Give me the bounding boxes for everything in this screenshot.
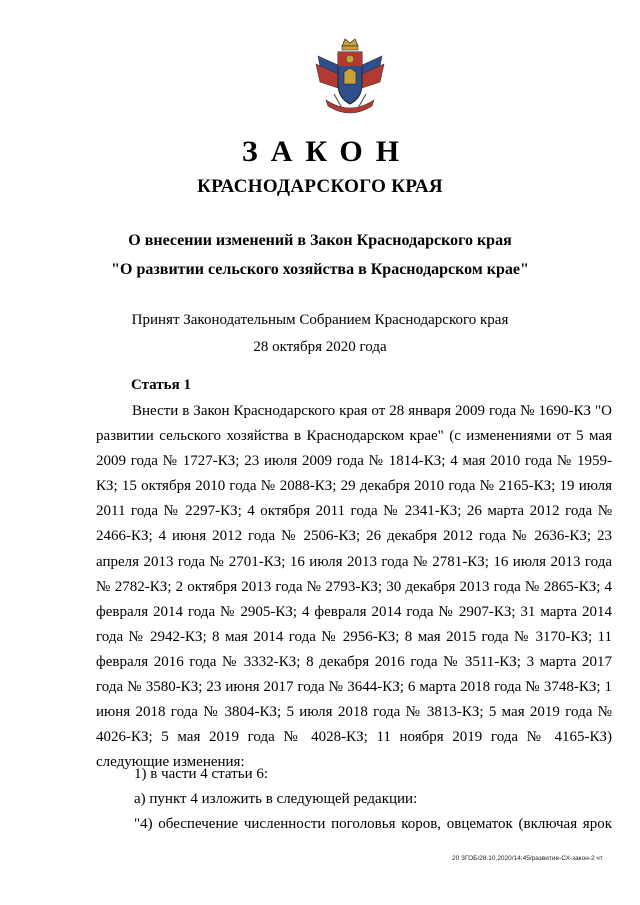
adoption-date: 28 октября 2020 года [253, 339, 387, 355]
region-title: КРАСНОДАРСКОГО КРАЯ [197, 176, 443, 197]
law-subject-line-2: "О развитии сельского хозяйства в Краснодарском крае" [111, 261, 529, 278]
law-subject-line-1: О внесении изменений в Закон Краснодарского края [128, 232, 512, 249]
coat-of-arms-emblem [312, 36, 388, 118]
list-item: а) пункт 4 изложить в следующей редакции: [134, 791, 418, 807]
article-heading: Статья 1 [131, 377, 191, 393]
list-item: "4) обеспечение численности поголовья коров, овцематок (включая ярок [134, 816, 612, 832]
article-paragraph-text: Внести в Закон Краснодарского края от 28 января 2009 года № 1690-КЗ "О развитии сельского хозяйства в Краснодарском крае" (с изменениями от 5 мая 2009 года № 1727-КЗ; 23 июля 2009 года № 1814-КЗ; 4 мая 2010 года № 1959-КЗ; 15 октября 2010 года № 2088-КЗ; 29 декабря 2010 года № 2165-КЗ; 19 июля 2011 года № 2297-КЗ; 4 октября 2011 года № 2341-КЗ; 26 марта 2012 года № 2466-КЗ; 4 июня 2012 года № 2506-КЗ; 26 декабря 2012 года № 2636-КЗ; 23 апреля 2013 года № 2701-КЗ; 16 июля 2013 года № 2781-КЗ; 16 июля 2013 года № 2782-КЗ; 2 октября 2013 года № 2793-КЗ; 30 декабря 2013 года № 2865-КЗ; 4 февраля 2014 года № 2905-КЗ; 4 февраля 2014 года № 2907-КЗ; 31 марта 2014 года № 2942-КЗ; 8 мая 2014 года № 2956-КЗ; 8 мая 2015 года № 3170-КЗ; 11 февраля 2016 года № 3332-КЗ; 8 декабря 2016 года № 3511-КЗ; 3 марта 2017 года № 3580-КЗ; 23 июня 2017 года № 3644-КЗ; 6 марта 2018 года № 3748-КЗ; 1 июня 2018 года № 3804-КЗ; 5 июля 2018 года № 3813-КЗ; 5 мая 2019 года № 4026-КЗ; 5 мая 2019 года № 4028-КЗ; 11 ноября 2019 года № 4165-КЗ) следующие изменения: [96, 403, 612, 771]
footer-stamp: 20 ЗГОБ/28.10.2020/14:45/развитие-СХ-закон-2 чт [452, 855, 603, 862]
list-item: 1) в части 4 статьи 6: [134, 766, 269, 782]
adoption-line-1: Принят Законодательным Собранием Краснодарского края [131, 312, 509, 328]
law-title: ЗАКОН [241, 135, 413, 168]
article-paragraph [96, 399, 612, 775]
